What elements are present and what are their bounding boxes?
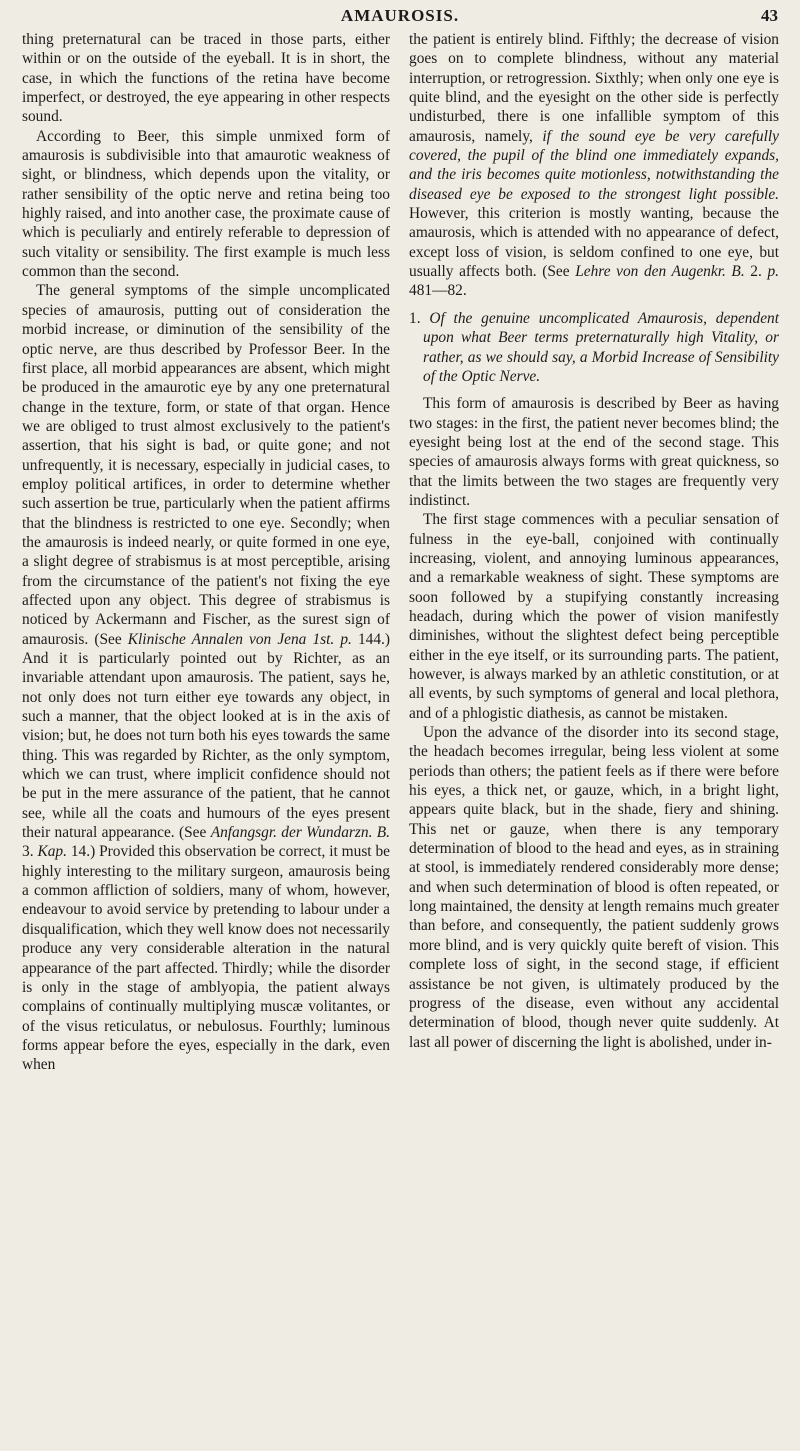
heading-text: Of the genuine uncomplicated Amaurosis, dependent upon what Beer terms preternaturally high Vitality, or rather, as we should say, a Morbid Increase of Sensibility of the Optic Nerve. — [423, 309, 779, 385]
text-run: 144.) And it is particularly pointed out by Richter, as an invariable attendant upon amaurosis. The patient, says he, not only does not turn either eye towards any object, in such a manner, that the object looked at is in the axis of vision; but, he does not turn both his eyes towards the same thing. This was regarded by Richter, as the only symptom, which we can trust, where implicit confidence should not be put in the mere assurance of the patient, that he cannot see, while all the coats and humours of the eyes present their natural appearance. (See — [22, 630, 391, 842]
text-run: 2. — [744, 263, 768, 281]
paragraph: thing preternatural can be traced in those parts, either within or on the outside of the eyeball. It is in short, the case, in which the functions of the retina have become imperfect, or destroyed, the eye appearing in other respects sound. — [22, 31, 390, 126]
citation: Lehre von den Augenkr. B. — [575, 263, 745, 281]
text-run: 3. — [22, 843, 38, 861]
section-heading — [409, 309, 779, 386]
running-head: AMAUROSIS. — [340, 6, 460, 25]
paragraph: Upon the advance of the disorder into its second stage, the headach becomes irregular, being less violent at some periods than others; the patient feels as if there were before his eyes, a thick net, or gauze, which, in a bright light, appears quite black, but in the shade, fiery and shining. This net or gauze, when there is any temporary determination of blood to the head and eyes, as in straining at stool, is immediately rendered considerably more dense; and when such determination of blood is often repeated, or long maintained, the density at length remains much greater than before, and consequently, the patient suddenly grows more blind, and is very quickly quite bereft of vision. This complete loss of sight, in the second stage, if efficient assistance be not given, is ultimately produced by the progress of the disease, even without any accidental determination of blood, though never quite suddenly. At last all power of discerning the light is abolished, under in- — [409, 724, 779, 1051]
text-run: the patient is entirely blind. Fifthly; the decrease of vision goes on to complete blindness, without any material interruption, or retrogression. Sixthly; when only one eye is quite blind, and the eyesight on the other side is perfectly undisturbed, there is one infallible symptom of this amaurosis, namely, — [409, 31, 779, 145]
citation: Klinische Annalen von Jena 1st. p. — [127, 630, 352, 648]
text-run: 481—82. — [409, 282, 467, 300]
right-column — [409, 30, 779, 1052]
paragraph: The first stage commences with a peculiar sensation of fulness in the eye-ball, conjoined with continually increasing, violent, and annoying luminous appearances, and a remarkable weakness of sight. These symptoms are soon followed by a stupifying constantly increasing headach, during which the power of vision manifestly diminishes, without the slightest defect being perceptible either in the eye itself, or its surrounding parts. The patient, however, is always marked by an athletic constitution, or at all events, by such symptoms of general and local plethora, and of a phlogistic diathesis, as cannot be mistaken. — [409, 511, 779, 722]
text-run: The general symptoms of the simple uncomplicated species of amaurosis, putting out of consideration the morbid increase, or diminution of the sensibility of the optic nerve, are thus described by Professor Beer. In the first place, all morbid appearances are absent, which might be produced in the amaurotic eye by any one preternatural change in the texture, form, or state of that organ. Hence we are obliged to trust almost exclusively to the patient's assertion, that his sight is bad, or quite gone; and not unfrequently, it is necessary, especially in judicial cases, to employ political artifices, in order to determine whether such assertion be true, particularly when the patient affirms that the blindness is restricted to one eye. Secondly; when the amaurosis is indeed nearly, or quite formed in one eye, a slight degree of strabismus is at most perceptible, arising from the circumstance of the patient's not fixing the eye affected upon any object. This degree of strabismus is noticed by Ackermann and Fischer, as the surest sign of amaurosis. (See — [22, 282, 390, 648]
paragraph: According to Beer, this simple unmixed form of amaurosis is subdivisible into that amaurotic weakness of sight, or blindness, which depends upon the vitality, or rather sensibility of the optic nerve and retina being too highly raised, and into another case, the proximate cause of which is peculiarly and entirely referable to depression of such vitality or sensibility. The first example is much less common than the second. — [22, 127, 390, 281]
citation: Anfangsgr. der Wundarzn. B. — [210, 824, 391, 842]
text-run: 14.) Provided this observation be correct, it must be highly interesting to the military surgeon, amaurosis being a common affliction of soldiers, many of whom, however, endeavour to avoid service by pretending to labour under a disqualification, which they well know does not necessarily produce any very considerable alteration in the natural appearance of the part affected. Thirdly; while the disorder is only in the stage of amblyopia, the patient always complains of continually multiplying muscæ volitantes, or of the visus reticulatus, or nebulosus. Fourthly; luminous forms appear before the eyes, especially in the dark, even when — [22, 843, 390, 1074]
page-number: 43 — [761, 6, 778, 25]
left-column — [22, 30, 390, 1075]
heading-number: 1. — [409, 309, 430, 327]
citation: p. — [767, 263, 780, 281]
paragraph — [409, 30, 779, 301]
paragraph — [22, 281, 390, 1074]
emphasis: if the sound eye be very carefully covered, the pupil of the blind one immediately expands, and the iris becomes quite motionless, notwithstanding the diseased eye be exposed to the strongest light possible. — [409, 127, 779, 203]
citation: Kap. — [37, 843, 67, 861]
text-run: However, this criterion is mostly wanting, because the amaurosis, which is attended with no appearance of defect, except loss of vision, is seldom confined to one eye, but usually affects both. (See — [409, 205, 779, 281]
paragraph: This form of amaurosis is described by Beer as having two stages: in the first, the patient never becomes blind; the eyesight being lost at the end of the second stage. This species of amaurosis always forms with great quickness, so that the limits between the two stages are frequently very indistinct. — [409, 395, 779, 509]
